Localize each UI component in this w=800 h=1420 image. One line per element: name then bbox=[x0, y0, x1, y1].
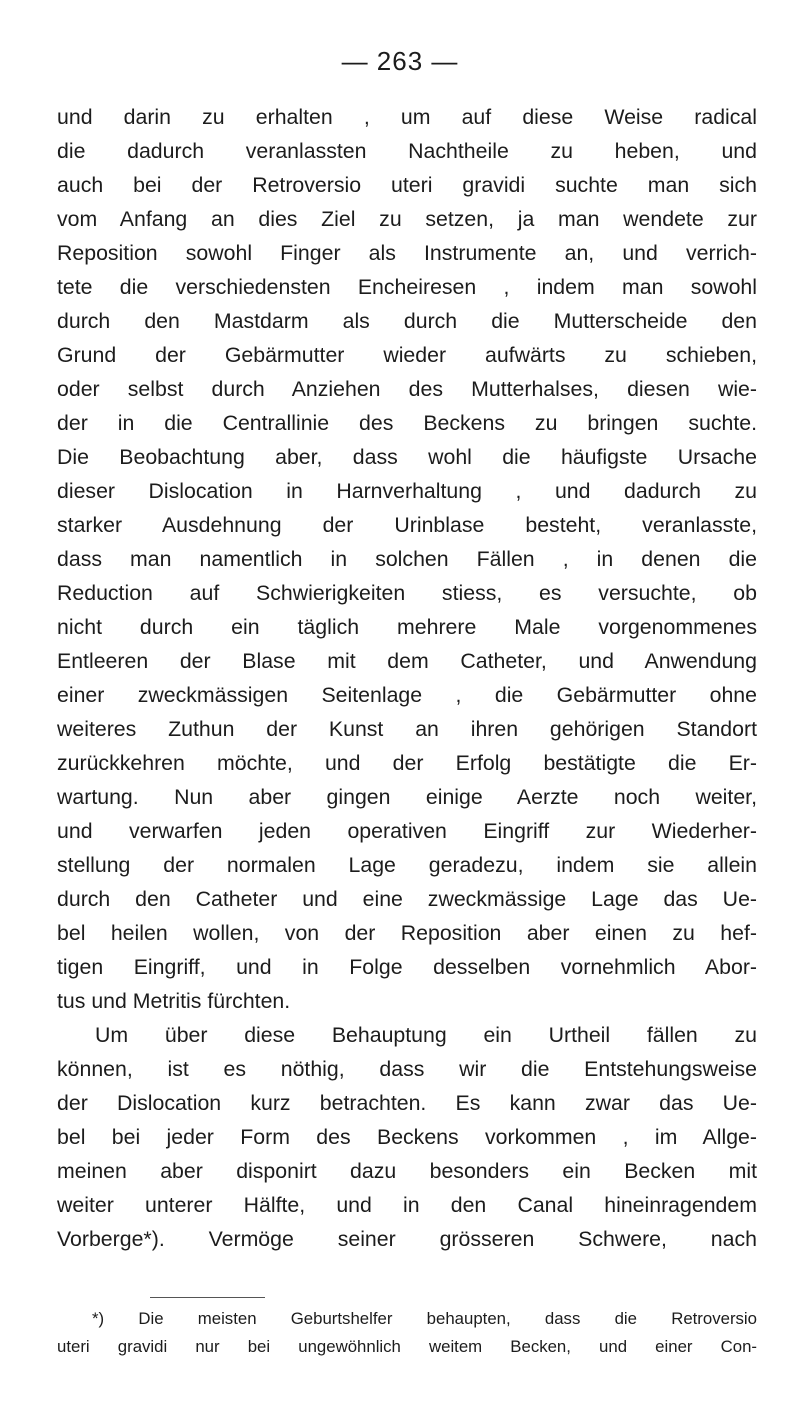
text-line: der Dislocation kurz betrachten. Es kann zwar das Ue- bbox=[57, 1091, 757, 1115]
text-line: vom Anfang an dies Ziel zu setzen, ja man wendete zur bbox=[57, 207, 757, 231]
text-line: bel heilen wollen, von der Reposition aber einen zu hef- bbox=[57, 921, 757, 945]
text-line: nicht durch ein täglich mehrere Male vorgenommenes bbox=[57, 615, 757, 639]
text-line: dieser Dislocation in Harnverhaltung , und dadurch zu bbox=[57, 479, 757, 503]
text-line: und verwarfen jeden operativen Eingriff zur Wiederher- bbox=[57, 819, 757, 843]
footnote-divider bbox=[150, 1297, 265, 1298]
text-line: und darin zu erhalten , um auf diese Weise radical bbox=[57, 105, 757, 129]
text-line: weiteres Zuthun der Kunst an ihren gehörigen Standort bbox=[57, 717, 757, 741]
paragraph-start-line: Um über diese Behauptung ein Urtheil fällen zu bbox=[95, 1023, 757, 1047]
text-line: Die Beobachtung aber, dass wohl die häufigste Ursache bbox=[57, 445, 757, 469]
text-line: einer zweckmässigen Seitenlage , die Gebärmutter ohne bbox=[57, 683, 757, 707]
text-line: durch den Catheter und eine zweckmässige Lage das Ue- bbox=[57, 887, 757, 911]
text-line: oder selbst durch Anziehen des Mutterhalses, diesen wie- bbox=[57, 377, 757, 401]
text-line: bel bei jeder Form des Beckens vorkommen , im Allge- bbox=[57, 1125, 757, 1149]
text-line: Vorberge*). Vermöge seiner grösseren Schwere, nach bbox=[57, 1227, 757, 1251]
page-number: — 263 — bbox=[341, 46, 459, 76]
text-line: dass man namentlich in solchen Fällen , in denen die bbox=[57, 547, 757, 571]
text-line: Reposition sowohl Finger als Instrumente an, und verrich- bbox=[57, 241, 757, 265]
text-line: weiter unterer Hälfte, und in den Canal hineinragendem bbox=[57, 1193, 757, 1217]
footnote-line: *) Die meisten Geburtshelfer behaupten, dass die Retroversio bbox=[92, 1309, 757, 1328]
text-line: der in die Centrallinie des Beckens zu bringen suchte. bbox=[57, 411, 757, 435]
footnote-line: uteri gravidi nur bei ungewöhnlich weitem Becken, und einer Con- bbox=[57, 1337, 757, 1356]
text-line: meinen aber disponirt dazu besonders ein Becken mit bbox=[57, 1159, 757, 1183]
text-line: durch den Mastdarm als durch die Mutterscheide den bbox=[57, 309, 757, 333]
text-line: zurückkehren möchte, und der Erfolg bestätigte die Er- bbox=[57, 751, 757, 775]
paragraph-end-line: tus und Metritis fürchten. bbox=[57, 989, 291, 1013]
footnote bbox=[57, 1305, 757, 1361]
text-line: tigen Eingriff, und in Folge desselben vornehmlich Abor- bbox=[57, 955, 757, 979]
text-line: Grund der Gebärmutter wieder aufwärts zu schieben, bbox=[57, 343, 757, 367]
main-text bbox=[57, 100, 757, 1256]
text-line: können, ist es nöthig, dass wir die Entstehungsweise bbox=[57, 1057, 757, 1081]
text-line: auch bei der Retroversio uteri gravidi suchte man sich bbox=[57, 173, 757, 197]
text-line: tete die verschiedensten Encheiresen , indem man sowohl bbox=[57, 275, 757, 299]
text-line: Entleeren der Blase mit dem Catheter, und Anwendung bbox=[57, 649, 757, 673]
text-line: stellung der normalen Lage geradezu, indem sie allein bbox=[57, 853, 757, 877]
text-line: starker Ausdehnung der Urinblase besteht, veranlasste, bbox=[57, 513, 757, 537]
text-line: Reduction auf Schwierigkeiten stiess, es versuchte, ob bbox=[57, 581, 757, 605]
text-line: wartung. Nun aber gingen einige Aerzte noch weiter, bbox=[57, 785, 757, 809]
text-line: die dadurch veranlassten Nachtheile zu heben, und bbox=[57, 139, 757, 163]
